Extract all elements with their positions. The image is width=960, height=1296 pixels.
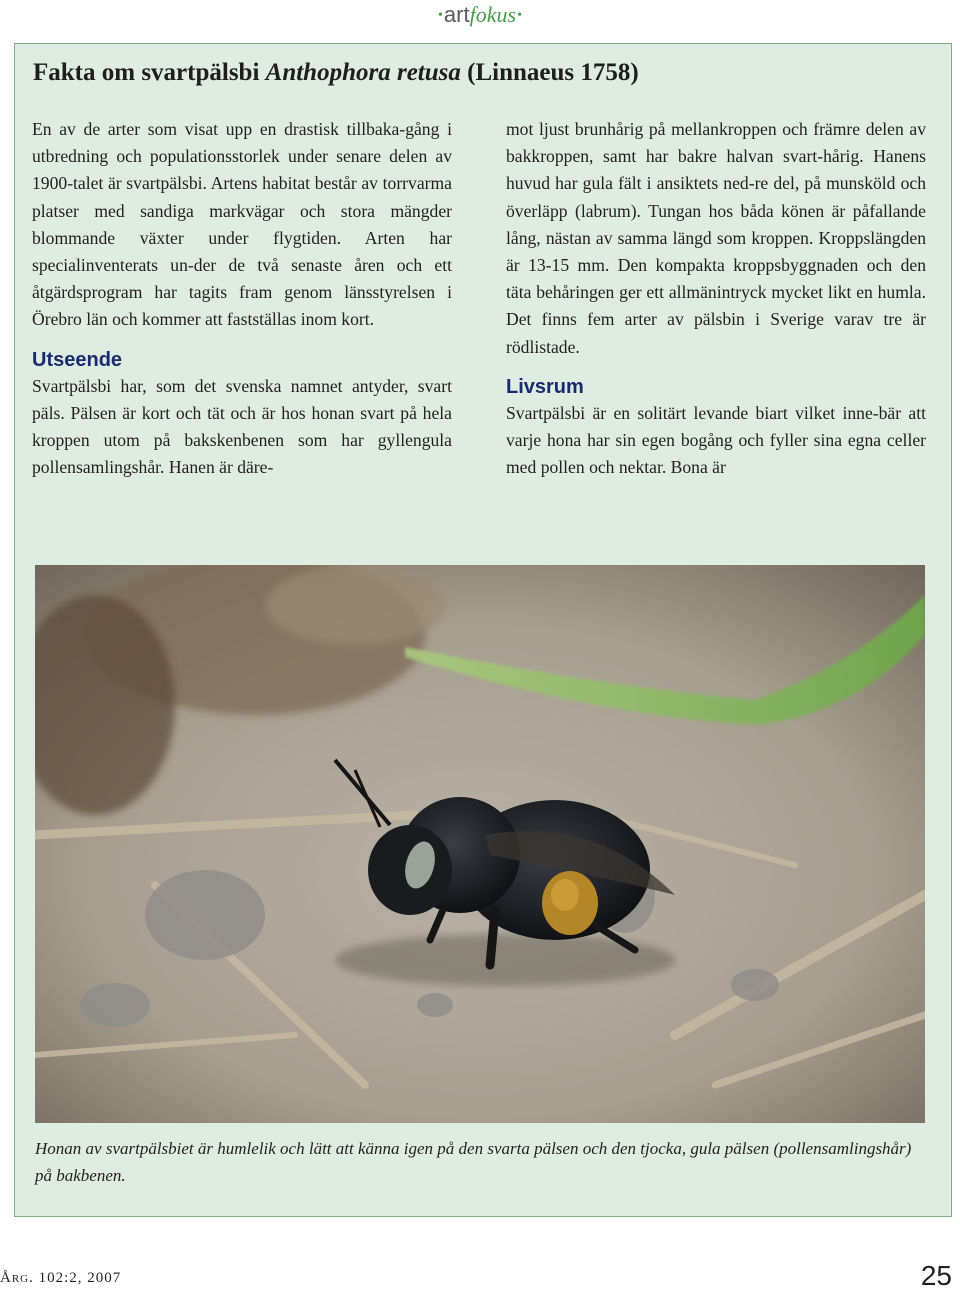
masthead-fokus: fokus [469, 2, 517, 27]
masthead-dot-right: • [517, 8, 522, 23]
heading-livsrum: Livsrum [506, 375, 584, 398]
intro-text-3: der de två senaste åren och ett åtgärdsprogram har tagits fram genom länsstyrelsen i Örebro län och kommer att fastställas inom kort. [32, 255, 452, 330]
intro-text-1: En av de arter som visat upp en drastisk tillbaka- [32, 119, 406, 139]
issue-info: Årg. 102:2, 2007 [0, 1270, 122, 1286]
heading-utseende: Utseende [32, 348, 123, 371]
livsrum-text-2: bär att varje hona har sin egen bogång och fyller sina egna celler med pollen och nektar. Bona är [506, 402, 926, 478]
livsrum-paragraph [506, 400, 926, 482]
page-number: 25 [920, 1260, 952, 1291]
livsrum-text-1: Svartpälsbi är en solitärt levande biart vilket inne- [506, 402, 879, 423]
utseende-paragraph-part1: Svartpälsbi har, som det svenska namnet antyder, svart päls. Pälsen är kort och tät och är hos honan svart på hela kroppen utom på bakskenbenen som har gyllengula pollensamlingshår. Hanen är däre- [32, 375, 452, 478]
fact-box [14, 43, 952, 1217]
bee-photo [35, 565, 925, 1123]
title-suffix: (Linnaeus 1758) [460, 59, 639, 86]
utseende-text-1: mot ljust brunhårig på mellankroppen och främre delen av bakkroppen, samt har bakre halvan svart- [506, 119, 926, 167]
utseende-text-2: hårig. Hanens huvud har gula fält i ansiktets ned- [506, 146, 926, 194]
intro-text-2: gång i utbredning och populationsstorlek under senare delen av 1900-talet är svartpälsbi. Artens habitat består av torrvarma platser med sandiga markvägar och stora mängder blommande växter under flygtiden. Arten har specialinventerats un- [32, 119, 452, 276]
intro-paragraph [32, 116, 452, 334]
title-prefix: Fakta om svartpälsbi [33, 59, 266, 86]
masthead [0, 2, 960, 29]
column-left [32, 116, 452, 481]
fact-box-title [33, 58, 933, 88]
utseende-text-3: re del, på munsköld och överläpp (labrum). Tungan hos båda könen är påfallande lång, nästan av samma längd som kroppen. Kroppslängden är 13-15 mm. Den kompakta kroppsbyggnaden och den täta behåringen ger ett allmänintryck mycket likt en humla. Det finns fem arter av pälsbin i Sverige varav tre är rödlistade. [506, 173, 926, 357]
utseende-paragraph-part2 [506, 116, 926, 361]
column-right [506, 116, 926, 481]
photo-caption: Honan av svartpälsbiet är humlelik och lätt att känna igen på den svarta pälsen och den tjocka, gula pälsen (pollensamlingshår) på bakbenen. [35, 1139, 912, 1185]
title-species: Anthophora retusa [265, 59, 461, 86]
masthead-dot-left: • [438, 8, 443, 23]
masthead-art: art [443, 2, 470, 27]
